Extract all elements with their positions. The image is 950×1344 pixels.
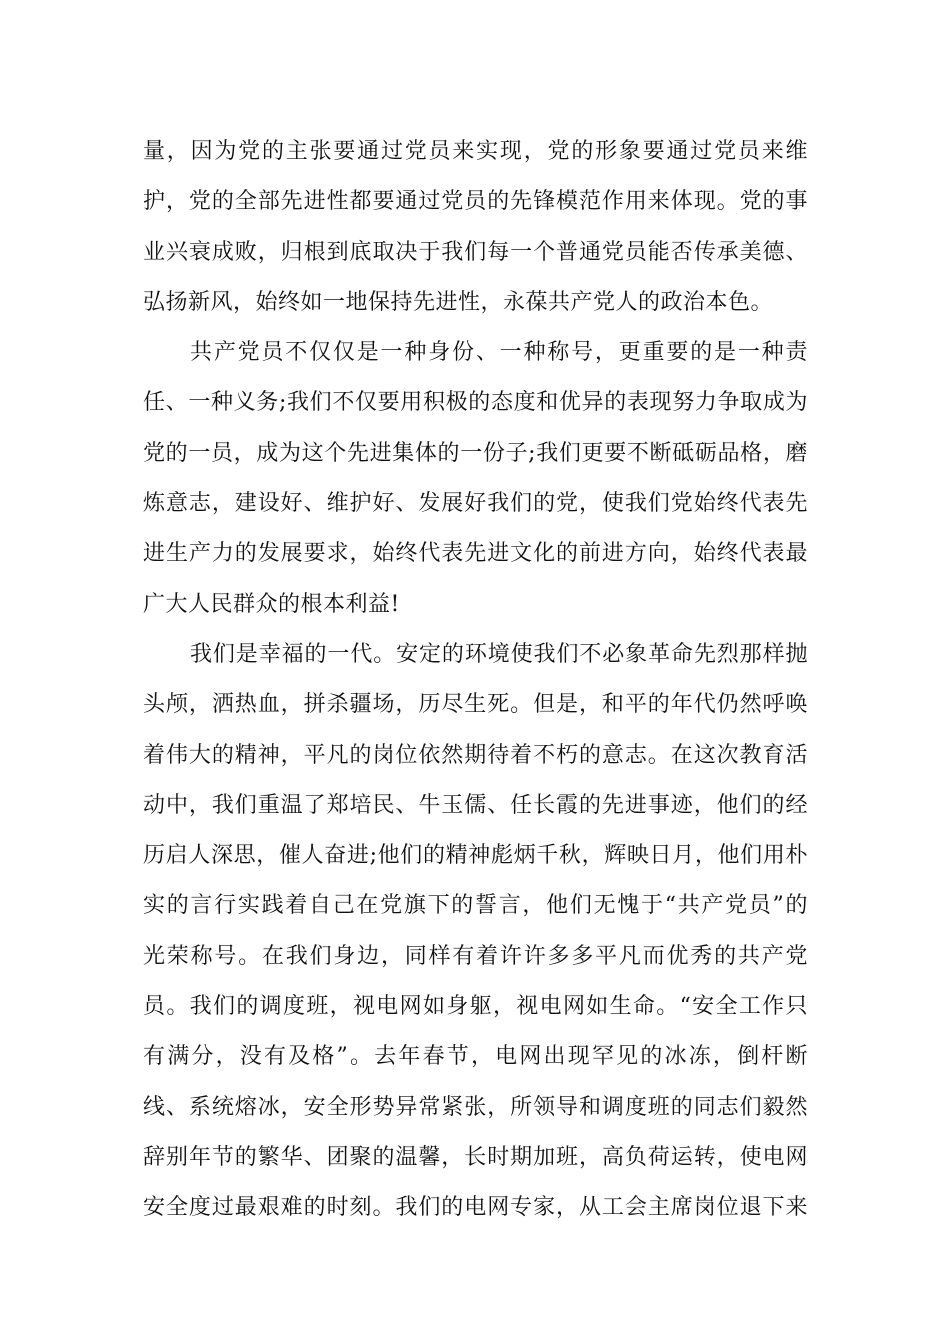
text-line: 着伟大的精神，平凡的岗位依然期待着不朽的意志。在这次教育活 [143, 742, 808, 768]
text-line: 头颅，洒热血，拼杀疆场，历尽生死。但是，和平的年代仍然呼唤 [143, 692, 808, 718]
paragraph-first-line: 我们是幸福的一代。安定的环境使我们不必象革命先烈那样抛 [190, 641, 808, 667]
body-text [143, 127, 808, 1234]
text-line: 进生产力的发展要求，始终代表先进文化的前进方向，始终代表最 [143, 541, 808, 567]
text-line: 线、系统熔冰，安全形势异常紧张，所领导和调度班的同志们毅然 [143, 1094, 808, 1120]
text-line: 员。我们的调度班，视电网如身躯，视电网如生命。“安全工作只 [143, 994, 808, 1020]
text-line: 弘扬新风，始终如一地保持先进性，永葆共产党人的政治本色。 [143, 289, 774, 315]
text-line: 光荣称号。在我们身边，同样有着许许多多平凡而优秀的共产党 [143, 943, 808, 969]
text-line: 历启人深思，催人奋进;他们的精神彪炳千秋，辉映日月，他们用朴 [143, 843, 808, 869]
text-line: 安全度过最艰难的时刻。我们的电网专家，从工会主席岗位退下来 [143, 1195, 808, 1221]
text-line: 党的一员，成为这个先进集体的一份子;我们更要不断砥砺品格，磨 [143, 440, 808, 466]
text-line: 广大人民群众的根本利益! [143, 591, 400, 617]
text-line: 辞别年节的繁华、团聚的温馨，长时期加班，高负荷运转，使电网 [143, 1144, 808, 1170]
text-line: 量，因为党的主张要通过党员来实现，党的形象要通过党员来维 [143, 139, 808, 164]
text-line: 任、一种义务;我们不仅要用积极的态度和优异的表现努力争取成为 [143, 390, 808, 416]
text-line: 护，党的全部先进性都要通过党员的先锋模范作用来体现。党的事 [143, 189, 808, 215]
text-line: 有满分，没有及格”。去年春节，电网出现罕见的冰冻，倒杆断 [143, 1044, 808, 1070]
text-line: 动中，我们重温了郑培民、牛玉儒、任长霞的先进事迹，他们的经 [143, 792, 808, 818]
text-line: 炼意志，建设好、维护好、发展好我们的党，使我们党始终代表先 [143, 491, 808, 517]
paragraph-first-line: 共产党员不仅仅是一种身份、一种称号，更重要的是一种责 [190, 340, 808, 366]
text-line: 业兴衰成败，归根到底取决于我们每一个普通党员能否传承美德、 [143, 239, 808, 265]
text-line: 实的言行实践着自己在党旗下的誓言，他们无愧于“共产党员”的 [143, 893, 808, 919]
